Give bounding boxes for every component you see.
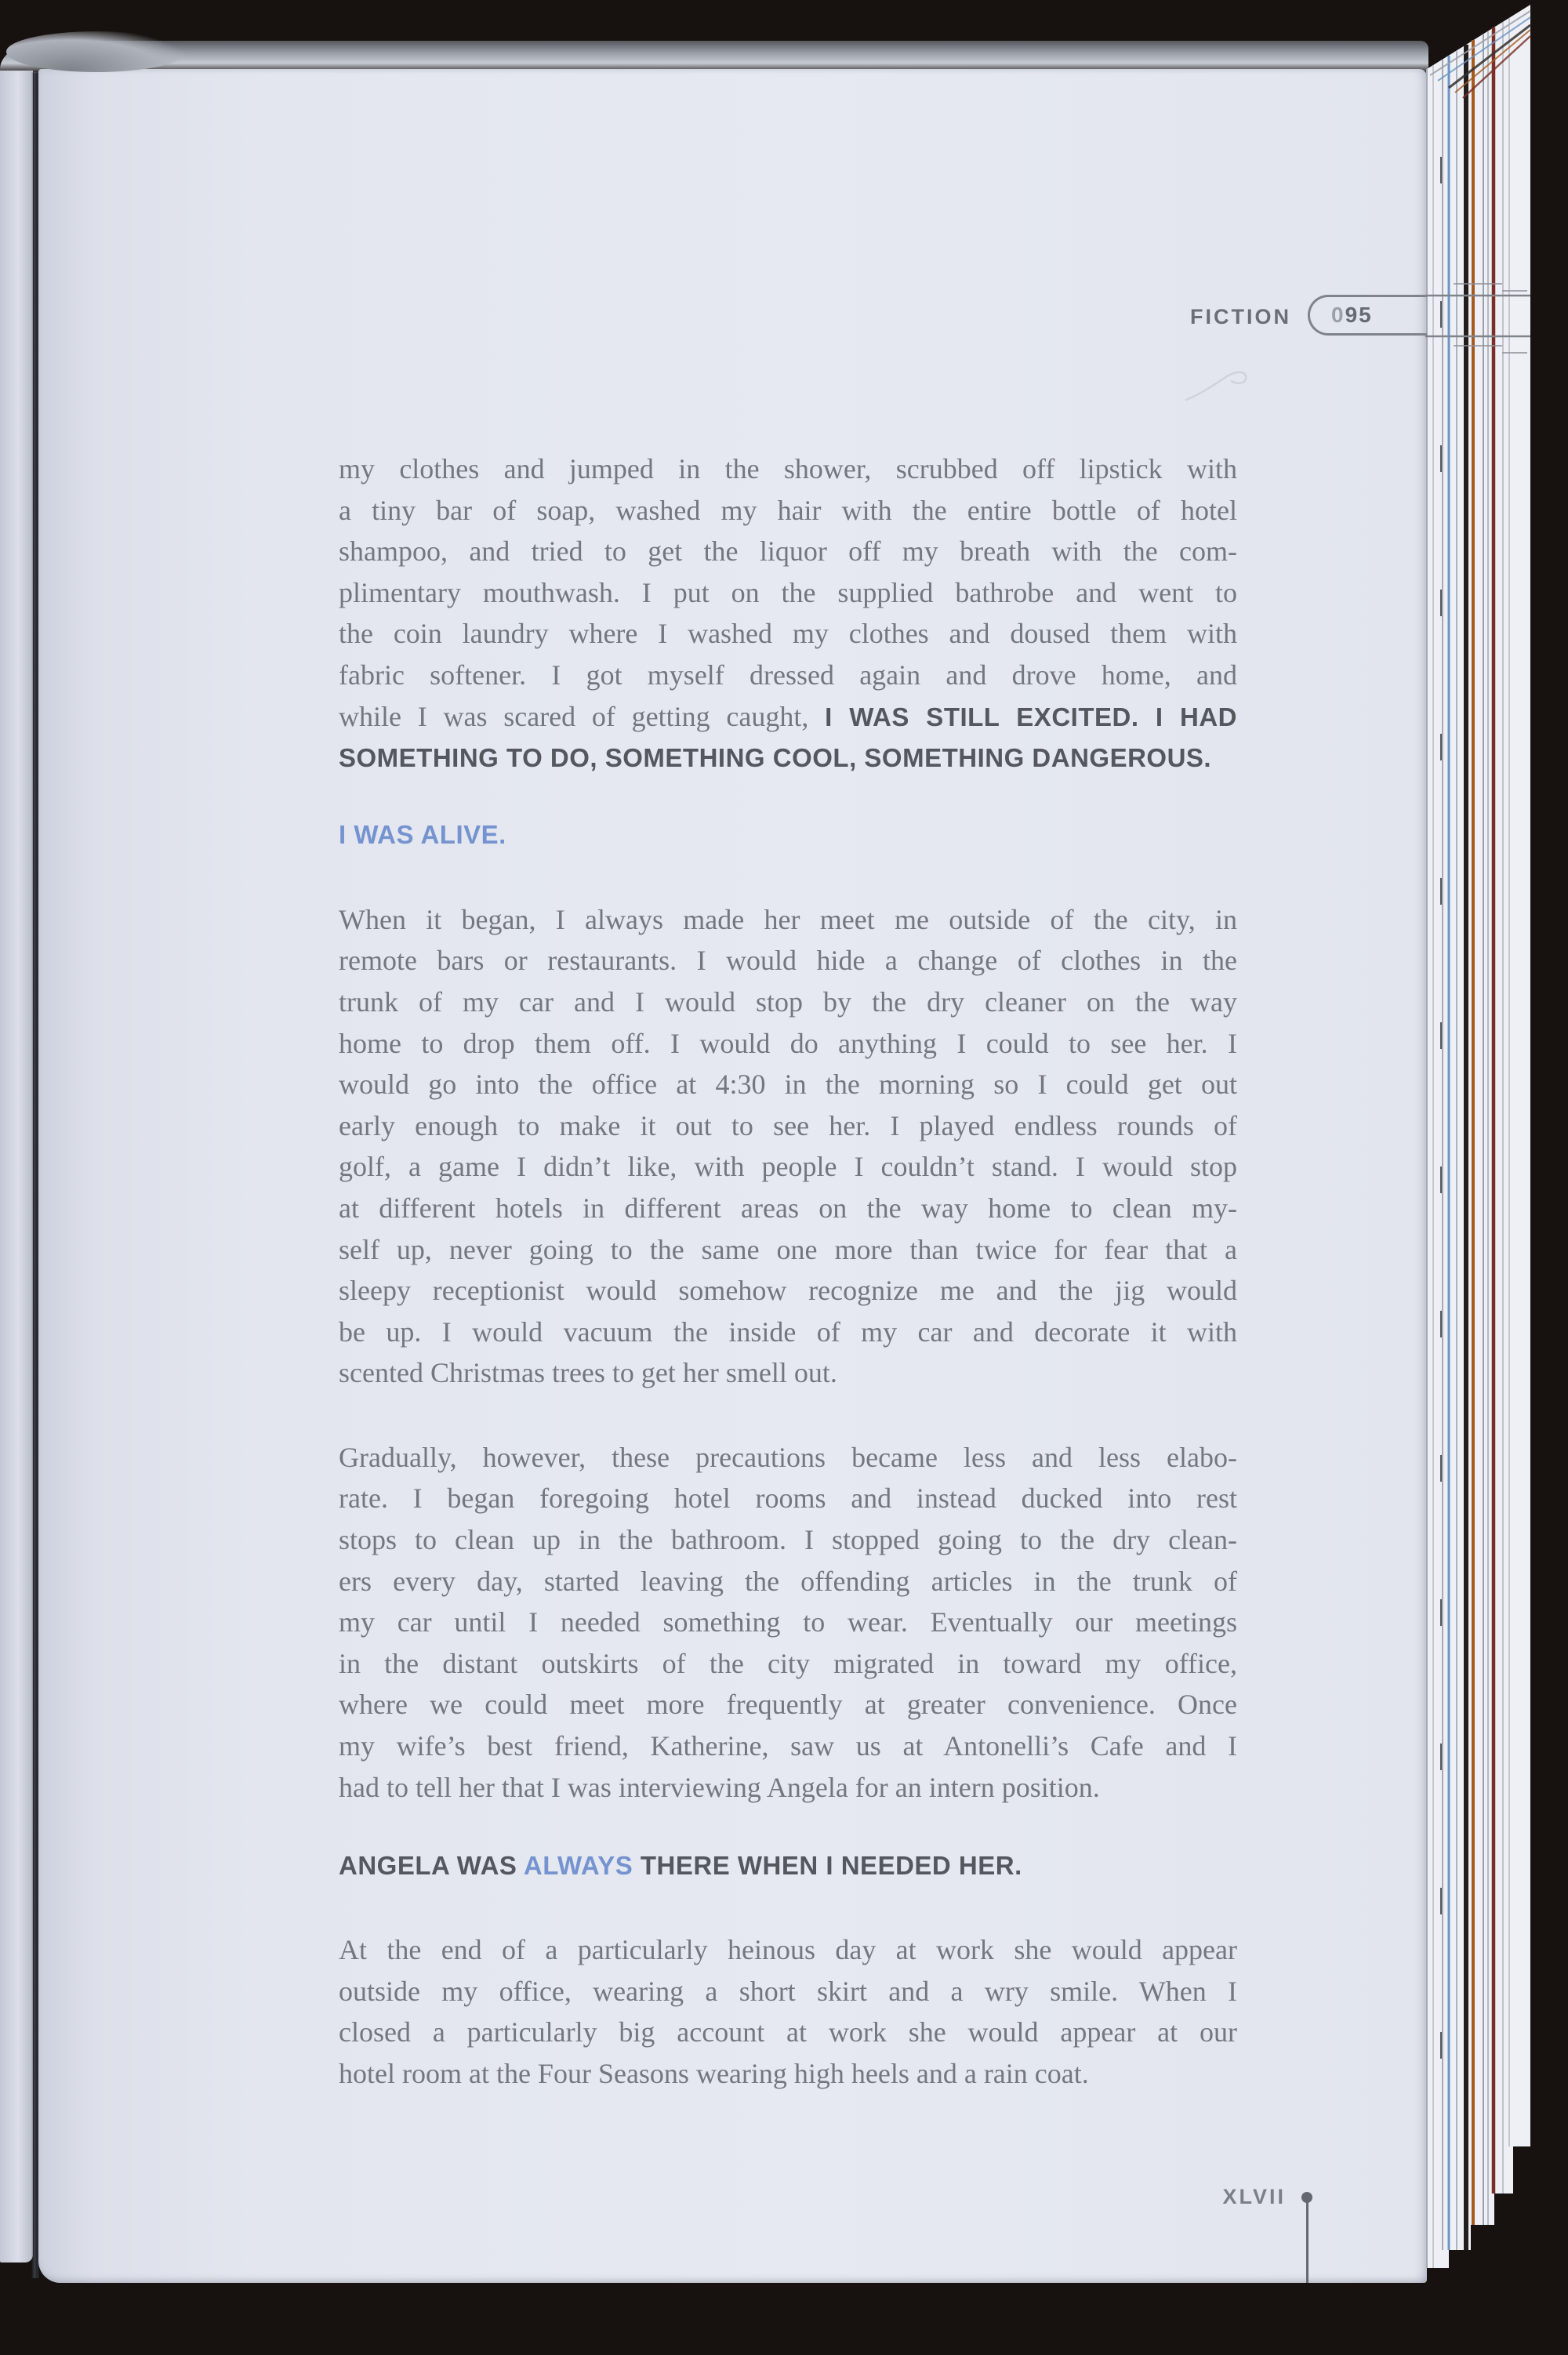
text-line: shampoo, and tried to get the liquor off my breath with the com- — [339, 535, 1237, 568]
spine-curl-shadow — [6, 31, 187, 72]
paragraph — [339, 1437, 1237, 1808]
text-line: while I was scared of getting caught, I WAS STILL EXCITED. I HAD — [339, 700, 1237, 732]
heading — [339, 817, 1237, 851]
pencil-smudge — [1180, 359, 1274, 414]
text-line: plimentary mouthwash. I put on the supplied bathrobe and went to — [339, 576, 1237, 608]
page-number-tab — [1308, 295, 1427, 336]
page-number-leading-zero: 0 — [1331, 303, 1345, 327]
text-line: hotel room at the Four Seasons wearing high heels and a rain coat. — [339, 2058, 1089, 2089]
folio-roman-numeral: XLVII — [1222, 2185, 1286, 2208]
folio-rule — [1306, 2197, 1308, 2283]
text-line: ers every day, started leaving the offending articles in the trunk of — [339, 1565, 1237, 1597]
section-label: FICTION — [1190, 305, 1291, 328]
text-line: my clothes and jumped in the shower, scrubbed off lipstick with — [339, 453, 1237, 484]
text-line: Gradually, however, these precautions became less and less elabo- — [339, 1441, 1237, 1473]
text-line: outside my office, wearing a short skirt and a wry smile. When I — [339, 1975, 1237, 2007]
text-line: scented Christmas trees to get her smell out. — [339, 1357, 837, 1389]
text-line: had to tell her that I was interviewing Angela for an intern position. — [339, 1771, 1100, 1803]
text-line: ANGELA WAS ALWAYS THERE WHEN I NEEDED HER. — [339, 1851, 1022, 1881]
text-line: trunk of my car and I would stop by the dry cleaner on the way — [339, 985, 1237, 1018]
text-line: where we could meet more frequently at greater convenience. Once — [339, 1689, 1237, 1721]
text-line: sleepy receptionist would somehow recognize me and the jig would — [339, 1275, 1237, 1307]
facing-page-sliver — [0, 71, 33, 2262]
text-line: be up. I would vacuum the inside of my car and decorate it with — [339, 1315, 1237, 1348]
paragraph — [339, 448, 1237, 778]
paragraph — [339, 899, 1237, 1394]
text-line: self up, never going to the same one more than twice for fear that a — [339, 1233, 1237, 1265]
page-number: 095 — [1331, 303, 1373, 327]
text-line: closed a particularly big account at work she would appear at our — [339, 2016, 1237, 2048]
text-line: at different hotels in different areas on the way home to clean my- — [339, 1192, 1237, 1224]
text-line: remote bars or restaurants. I would hide a change of clothes in the — [339, 945, 1237, 977]
text-line: in the distant outskirts of the city migrated in toward my office, — [339, 1647, 1237, 1679]
paragraph — [339, 1929, 1237, 2094]
text-line: would go into the office at 4:30 in the morning so I could get out — [339, 1069, 1237, 1101]
text-line: the coin laundry where I washed my clothes and doused them with — [339, 618, 1237, 650]
text-line: a tiny bar of soap, washed my hair with the entire bottle of hotel — [339, 494, 1237, 526]
heading — [339, 1848, 1237, 1882]
text-line: rate. I began foregoing hotel rooms and instead ducked into rest — [339, 1482, 1237, 1515]
text-line: my wife’s best friend, Katherine, saw us at Antonelli’s Cafe and I — [339, 1730, 1237, 1762]
text-line: SOMETHING TO DO, SOMETHING COOL, SOMETHING DANGEROUS. — [339, 743, 1212, 773]
text-line: I WAS ALIVE. — [339, 819, 506, 849]
text-line: At the end of a particularly heinous day at work she would appear — [339, 1934, 1237, 1966]
fore-edge-stack — [1425, 0, 1535, 2283]
text-line: my car until I needed something to wear. Eventually our meetings — [339, 1606, 1237, 1638]
text-line: fabric softener. I got myself dressed again and drove home, and — [339, 659, 1237, 691]
text-line: When it began, I always made her meet me outside of the city, in — [339, 903, 1237, 935]
text-line: golf, a game I didn’t like, with people I couldn’t stand. I would stop — [339, 1151, 1237, 1183]
text-line: home to drop them off. I would do anything I could to see her. I — [339, 1027, 1237, 1059]
page-top-curl — [0, 41, 1428, 74]
text-line: early enough to make it out to see her. I played endless rounds of — [339, 1109, 1237, 1141]
text-block — [339, 448, 1237, 2095]
text-line: stops to clean up in the bathroom. I stopped going to the dry clean- — [339, 1524, 1237, 1556]
